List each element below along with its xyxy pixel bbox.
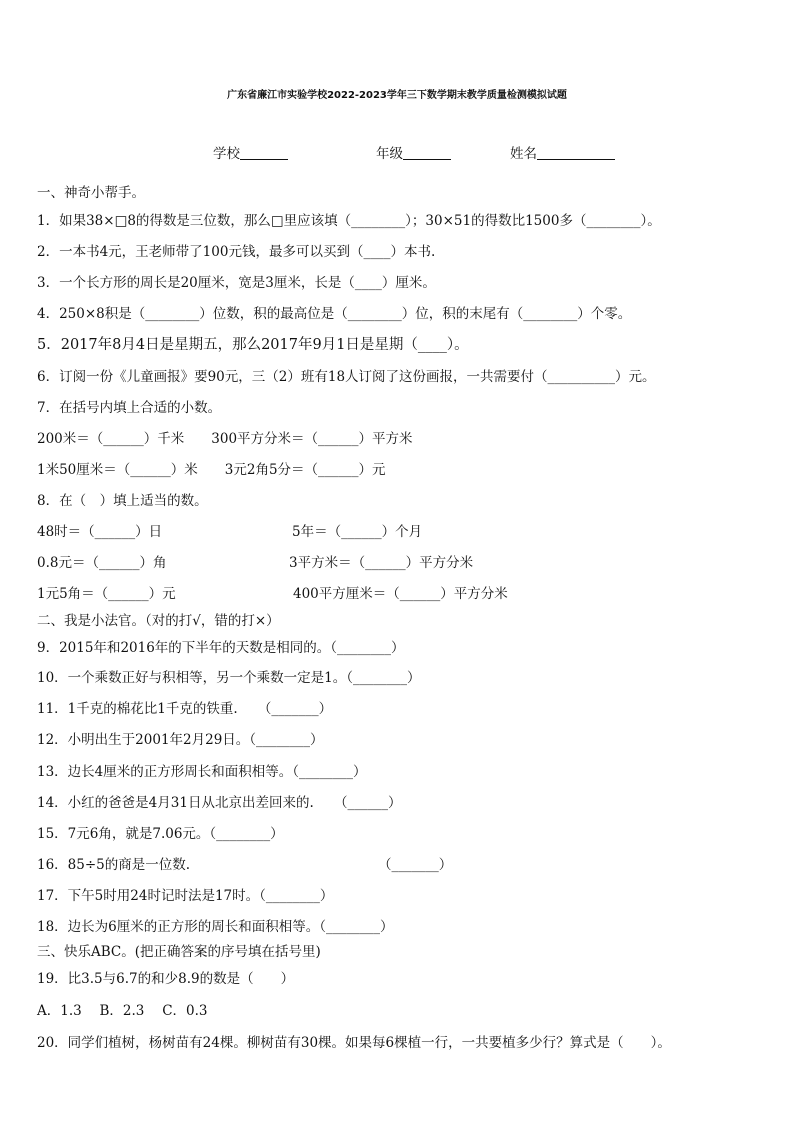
grade-label: 年级 (376, 146, 403, 162)
name-blank[interactable] (537, 145, 615, 160)
question-3: 3．一个长方形的周长是20厘米，宽是3厘米，长是（____）厘米。 (37, 275, 436, 291)
question-8-item-1: 48时＝（______）日 (37, 524, 163, 540)
name-label: 姓名 (510, 146, 537, 162)
question-16-blank: （_______） (378, 857, 453, 873)
question-20: 20．同学们植树，杨树苗有24棵。柳树苗有30棵。如果每6棵植一行，一共要植多少行？算式是（ ）。 (37, 1035, 671, 1051)
question-2: 2．一本书4元，王老师带了100元钱，最多可以买到（____）本书. (37, 244, 436, 260)
question-8-item-3: 0.8元＝（______）角 (37, 555, 167, 571)
name-field (510, 142, 615, 162)
question-4: 4．250×8积是（________）位数，积的最高位是（________）位，积的末尾有（________）个零。 (37, 306, 632, 322)
question-13: 13．边长4厘米的正方形周长和面积相等。（________） (37, 764, 367, 780)
grade-blank[interactable] (403, 145, 451, 160)
grade-field (376, 142, 451, 162)
school-label: 学校 (213, 146, 240, 162)
question-15: 15．7元6角，就是7.06元。（________） (37, 826, 284, 842)
question-1: 1．如果38×□8的得数是三位数，那么□里应该填（________）；30×51的得数比1500多（________）。 (37, 213, 661, 229)
question-8-item-4: 3平方米＝（______）平方分米 (289, 555, 474, 571)
question-8: 8．在（ ）填上适当的数。 (37, 493, 208, 509)
school-field (213, 142, 288, 162)
question-10: 10．一个乘数正好与积相等，另一个乘数一定是1。（________） (37, 670, 421, 686)
question-14: 14．小红的爸爸是4月31日从北京出差回来的. （______） (37, 795, 402, 811)
question-9: 9．2015年和2016年的下半年的天数是相同的。（________） (37, 640, 405, 656)
section-1-heading: 一、神奇小帮手。 (37, 185, 145, 201)
question-7-row-2: 1米50厘米＝（______）米 3元2角5分＝（______）元 (37, 462, 386, 478)
section-3-heading: 三、快乐ABC。(把正确答案的序号填在括号里) (37, 944, 321, 960)
question-8-item-5: 1元5角＝（______）元 (37, 586, 176, 602)
question-5: 5．2017年8月4日是星期五，那么2017年9月1日是星期（____）。 (37, 337, 469, 353)
question-7: 7．在括号内填上合适的小数。 (37, 400, 222, 416)
question-6: 6．订阅一份《儿童画报》要90元，三（2）班有18人订阅了这份画报，一共需要付（__________）元。 (37, 369, 656, 385)
question-8-item-2: 5年＝（______）个月 (292, 524, 423, 540)
question-19: 19．比3.5与6.7的和少8.9的数是（ ） (37, 971, 295, 987)
question-7-row-1: 200米＝（______）千米 300平方分米＝（______）平方米 (37, 431, 413, 447)
page-title: 广东省廉江市实验学校2022-2023学年三下数学期末教学质量检测模拟试题 (227, 90, 567, 101)
section-2-heading: 二、我是小法官。（对的打√，错的打×） (37, 613, 280, 629)
question-19-options: A．1.3 B．2.3 C．0.3 (37, 1003, 208, 1019)
school-blank[interactable] (240, 145, 288, 160)
question-11: 11．1千克的棉花比1千克的铁重. （_______） (37, 701, 333, 717)
question-18: 18．边长为6厘米的正方形的周长和面积相等。（________） (37, 919, 394, 935)
question-8-item-6: 400平方厘米＝（______）平方分米 (293, 586, 508, 602)
question-16: 16．85÷5的商是一位数. (37, 857, 191, 873)
question-12: 12．小明出生于2001年2月29日。（________） (37, 732, 324, 748)
question-17: 17．下午5时用24时记时法是17时。（________） (37, 888, 334, 904)
